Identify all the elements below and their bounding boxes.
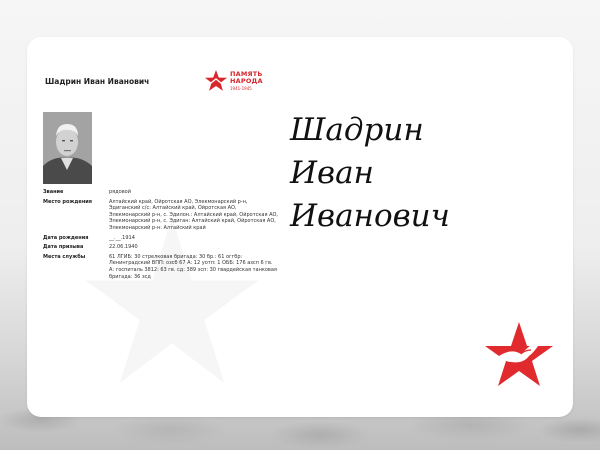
big-name [290, 109, 450, 238]
field-label: Дата призыва [43, 244, 84, 251]
logo-years: 1941-1945 [230, 86, 252, 91]
field-value: __.__.1914 [109, 234, 135, 241]
logo-line2: НАРОДА [230, 77, 263, 85]
field-value: рядовой [109, 189, 131, 195]
logo-line1: ПАМЯТЬ [230, 70, 263, 78]
fields-list [43, 189, 278, 283]
field-value: 22.06.1940 [109, 244, 138, 251]
field-row-conscription [43, 244, 278, 251]
field-value: 61 ЛГИБ: 30 стрелковая бригада: 30 бр.: 61 оггбр: Ленинградский ВПП: озсб 67 А: 12 уотп: 1 ОББ: 176 азсп 6 гв. А: госпиталь 3812: 63 гв. сд: 389 зсп: 30 гвардейская танковая бригада: 36 зсд [109, 253, 277, 280]
field-label: Места службы [43, 253, 86, 260]
portrait-photo [43, 112, 92, 184]
big-patronymic: Иванович [290, 198, 450, 234]
header-name: Шадрин Иван Иванович [45, 77, 150, 86]
field-row-rank [43, 189, 278, 196]
big-surname: Шадрин [290, 112, 424, 148]
field-row-service [43, 254, 278, 280]
red-star-dove-icon [485, 320, 555, 392]
field-label: Звание [43, 189, 64, 195]
red-star-icon [204, 69, 228, 93]
pamyat-naroda-logo[interactable] [204, 69, 274, 93]
field-label: Место рождения [43, 198, 92, 205]
field-value: Алтайский край, Ойротская АО, Элекмонарский р-н, Эдиганский с/с: Алтайский край, Ойротская АО, Элекмонарский р-н, с. Эдилон.: Алтайский край, Ойротская АО, Элекмонарский р-н, с. Эдиган: Алтайский край, Ойротская АО, Элекмонарский р-н: Алтайский край [109, 198, 279, 231]
field-row-birthdate [43, 235, 278, 242]
field-label: Дата рождения [43, 234, 89, 241]
big-first-name: Иван [290, 155, 374, 191]
field-row-birthplace [43, 199, 278, 232]
